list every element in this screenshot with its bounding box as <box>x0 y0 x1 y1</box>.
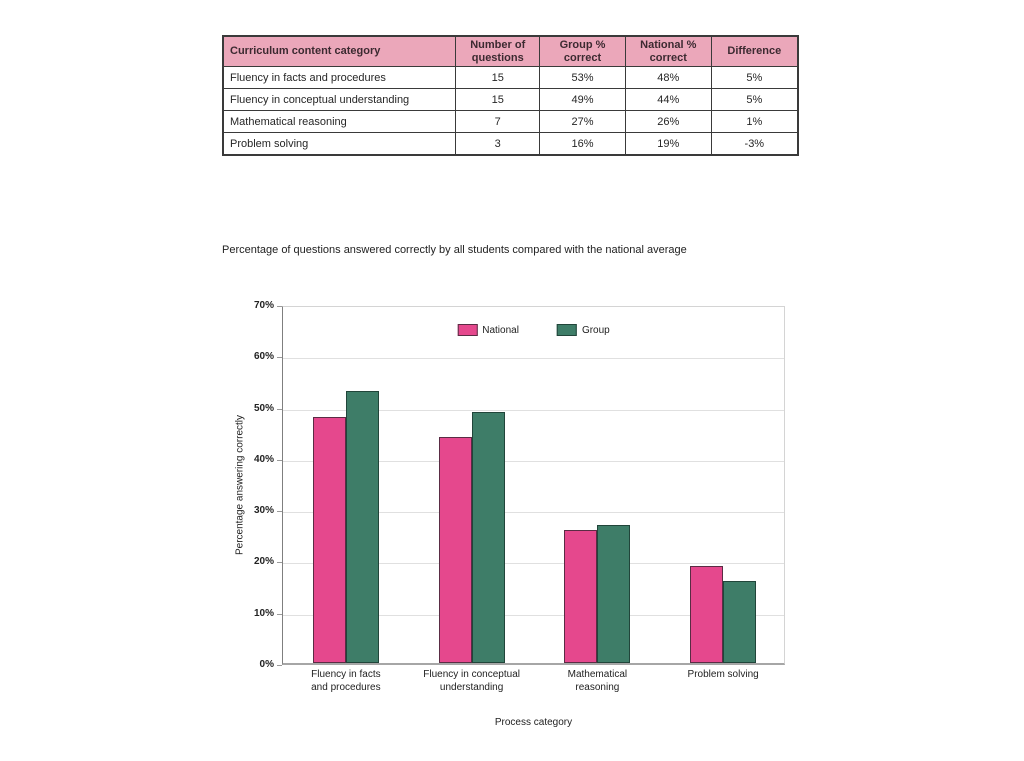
y-tick-mark <box>277 614 282 615</box>
y-tick-label: 30% <box>253 505 274 517</box>
column-header: Group % correct <box>540 36 626 67</box>
bar-group <box>409 307 535 663</box>
legend-label: Group <box>581 324 610 336</box>
table-cell: 5% <box>711 67 798 89</box>
national-bar <box>564 530 597 663</box>
table-cell: 19% <box>625 133 711 155</box>
table-cell: 3 <box>456 133 540 155</box>
x-axis-title: Process category <box>494 717 573 728</box>
table-cell: 15 <box>456 67 540 89</box>
column-header: Number of questions <box>456 36 540 67</box>
y-tick-label: 60% <box>253 351 274 363</box>
y-tick-label: 0% <box>259 659 274 670</box>
results-table-body <box>223 67 798 155</box>
y-tick-mark <box>277 511 282 512</box>
table-row <box>223 67 798 89</box>
table-cell: 49% <box>540 89 626 111</box>
national-bar <box>439 437 472 663</box>
x-category-label: Fluency in facts and procedures <box>311 669 381 693</box>
results-table <box>222 35 799 156</box>
group-bar <box>472 412 505 663</box>
table-cell: Mathematical reasoning <box>223 111 456 133</box>
table-cell: 15 <box>456 89 540 111</box>
bar-group <box>283 307 409 663</box>
chart-plot-area <box>282 306 785 693</box>
y-tick-mark <box>277 460 282 461</box>
y-tick-label: 10% <box>253 607 274 619</box>
group-bar <box>597 525 630 663</box>
y-tick-mark <box>277 562 282 563</box>
column-header: National % correct <box>625 36 711 67</box>
table-header-row <box>223 36 798 67</box>
table-cell: Problem solving <box>223 133 456 155</box>
legend-label: National <box>482 324 519 336</box>
table-row <box>223 133 798 155</box>
x-category-label: Mathematical reasoning <box>567 669 628 693</box>
table-row <box>223 111 798 133</box>
table-cell: 16% <box>540 133 626 155</box>
y-tick-mark <box>277 357 282 358</box>
table-cell: 27% <box>540 111 626 133</box>
table-cell: 44% <box>625 89 711 111</box>
table-cell: Fluency in facts and procedures <box>223 67 456 89</box>
chart-title: Percentage of questions answered correctly by all students compared with the national average <box>222 244 687 256</box>
group-bar <box>723 581 756 663</box>
y-tick-label: 70% <box>253 300 274 311</box>
x-category-label: Fluency in conceptual understanding <box>423 669 520 693</box>
table-cell: Fluency in conceptual understanding <box>223 89 456 111</box>
y-tick-mark <box>277 306 282 307</box>
y-axis-title: Percentage answering correctly <box>234 414 246 556</box>
table-cell: -3% <box>711 133 798 155</box>
table-row <box>223 89 798 111</box>
bar-group <box>535 307 661 663</box>
x-category-label: Problem solving <box>687 669 759 680</box>
column-header: Curriculum content category <box>223 36 456 67</box>
table-cell: 48% <box>625 67 711 89</box>
results-table-header <box>223 36 798 67</box>
national-bar <box>313 417 346 663</box>
group-bar <box>346 391 379 663</box>
y-tick-label: 40% <box>253 453 274 465</box>
table-cell: 1% <box>711 111 798 133</box>
y-tick-label: 50% <box>253 402 274 414</box>
y-tick-label: 20% <box>253 556 274 568</box>
y-tick-mark <box>277 409 282 410</box>
table-cell: 53% <box>540 67 626 89</box>
y-tick-mark <box>277 665 282 666</box>
table-cell: 5% <box>711 89 798 111</box>
column-header: Difference <box>711 36 798 67</box>
table-cell: 26% <box>625 111 711 133</box>
national-bar <box>690 566 723 663</box>
table-cell: 7 <box>456 111 540 133</box>
bar-group <box>660 307 786 663</box>
